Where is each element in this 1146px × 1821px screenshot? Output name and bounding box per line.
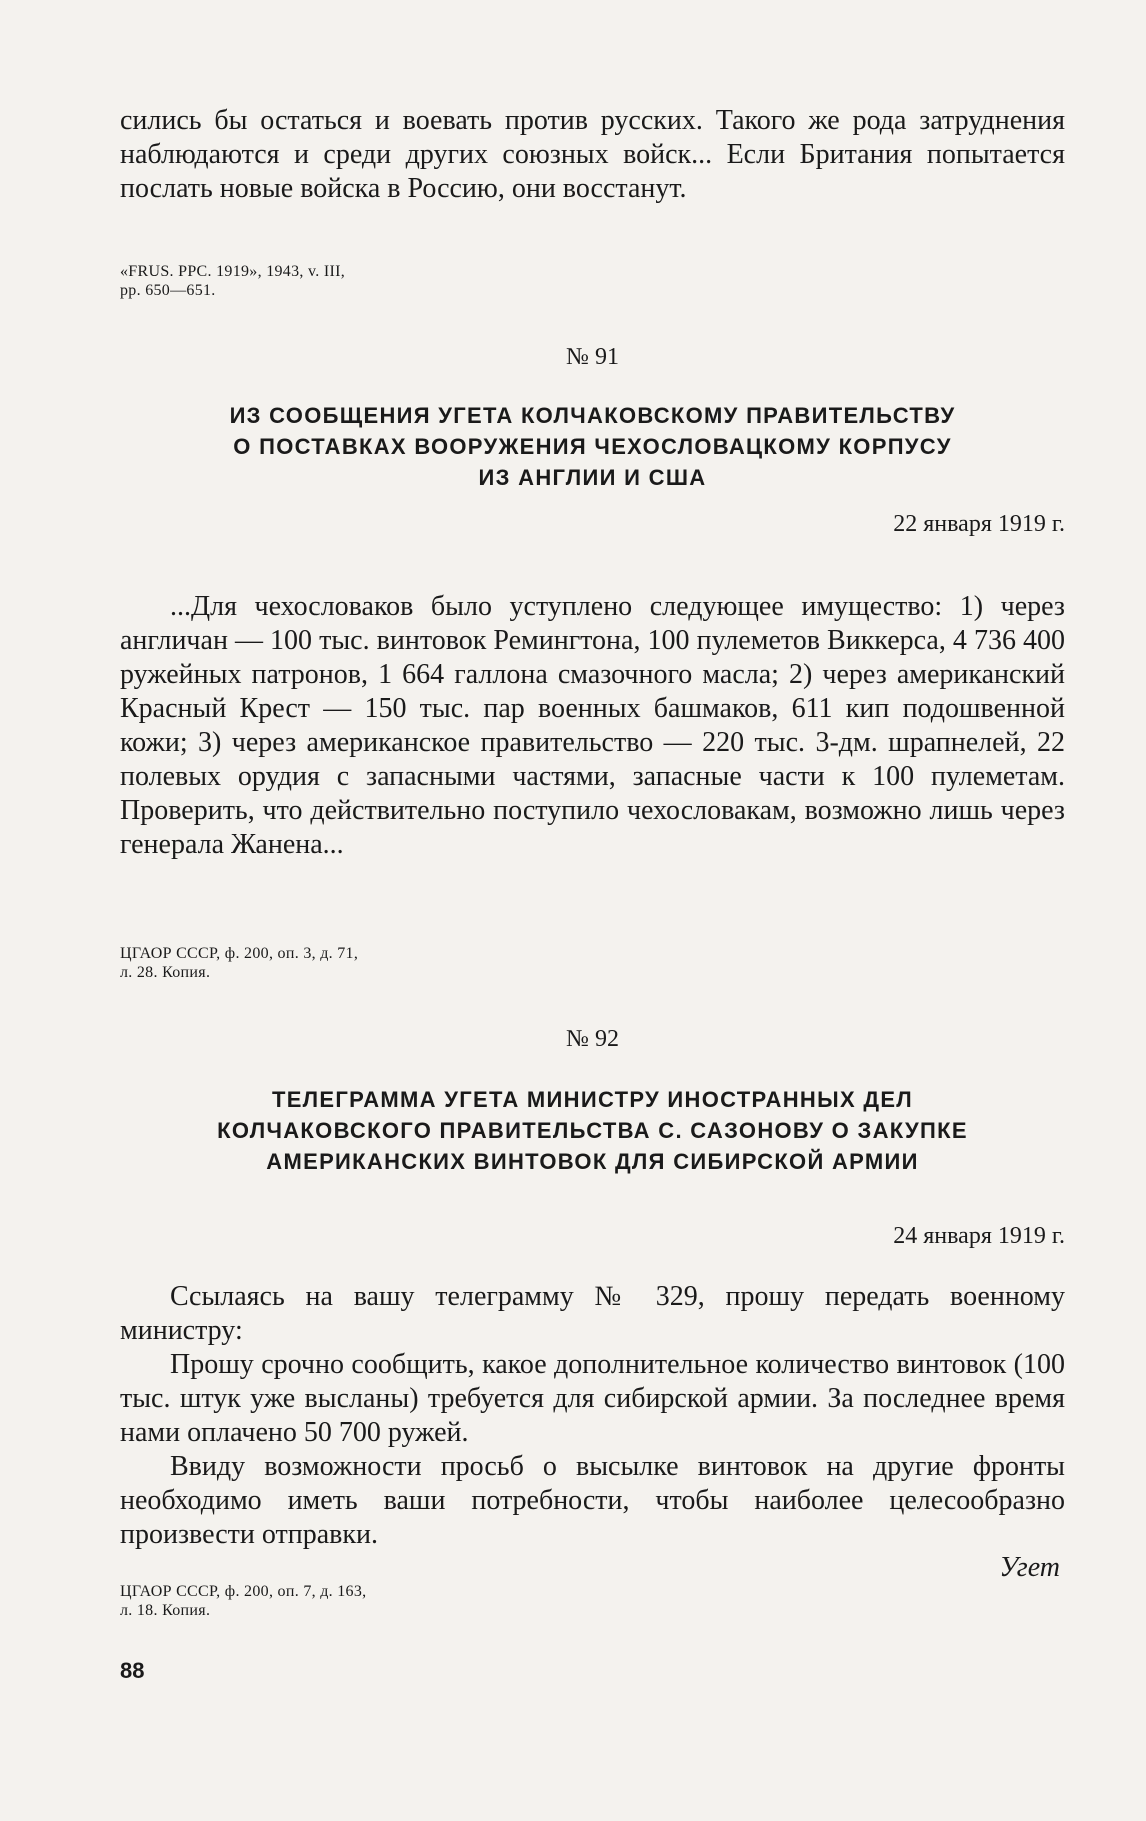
doc91-number: № 91 xyxy=(566,344,619,370)
doc91-date-block xyxy=(120,511,1065,538)
doc91-title-line3: ИЗ АНГЛИИ И США xyxy=(478,465,707,490)
doc92-paragraph-1: Ссылаясь на вашу телеграмму № 329, прошу передать военному министру: xyxy=(120,1281,1065,1346)
doc91-title-line1: ИЗ СООБЩЕНИЯ УГЕТА КОЛЧАКОВСКОМУ ПРАВИТЕЛЬСТВУ xyxy=(229,403,956,428)
doc92-number-block xyxy=(120,1026,1065,1053)
doc91-date: 22 января 1919 г. xyxy=(893,511,1065,537)
intro-source xyxy=(120,262,1065,300)
doc92-title-line1: ТЕЛЕГРАММА УГЕТА МИНИСТРУ ИНОСТРАННЫХ ДЕЛ xyxy=(271,1087,914,1112)
intro-paragraph: сились бы остаться и воевать против русских. Такого же рода затруднения наблюдаются и среди других союзных войск... Если Британия попытается послать новые войска в Россию, они восстанут. xyxy=(120,105,1065,204)
doc91-paragraph: ...Для чехословаков было уступлено следующее имущество: 1) через англичан — 100 тыс. винтовок Ремингтона, 100 пулеметов Виккерса, 4 736 400 ружейных патронов, 1 664 галлона смазочного масла; 2) через американский Красный Крест — 150 тыс. пар военных башмаков, 611 кип подошвенной кожи; 3) через американское правительство — 220 тыс. 3-дм. шрапнелей, 22 полевых орудия с запасными частями, запасные части к 100 пулеметам. Проверить, что действительно поступило чехословакам, возможно лишь через генерала Жанена... xyxy=(120,591,1065,860)
doc92-paragraph-3: Ввиду возможности просьб о высылке винтовок на другие фронты необходимо иметь ваши потребности, чтобы наиболее целесообразно произвести отправки. xyxy=(120,1451,1065,1550)
intro-source-line2: pp. 650—651. xyxy=(120,282,216,299)
doc92-paragraph-2: Прошу срочно сообщить, какое дополнительное количество винтовок (100 тыс. штук уже высланы) требуется для сибирской армии. За последнее время нами оплачено 50 700 ружей. xyxy=(120,1349,1065,1448)
doc92-number: № 92 xyxy=(566,1026,619,1052)
doc92-date-block xyxy=(120,1223,1065,1250)
doc92-body xyxy=(120,1280,1065,1584)
doc91-source-line2: л. 28. Копия. xyxy=(120,964,211,981)
doc91-title-line2: О ПОСТАВКАХ ВООРУЖЕНИЯ ЧЕХОСЛОВАЦКОМУ КОРПУСУ xyxy=(233,434,952,459)
page-number-block xyxy=(120,1658,1065,1684)
doc91-title xyxy=(120,400,1065,493)
doc92-source xyxy=(120,1582,1065,1620)
doc92-title-line3: АМЕРИКАНСКИХ ВИНТОВОК ДЛЯ СИБИРСКОЙ АРМИИ xyxy=(266,1149,919,1174)
doc92-title-line2: КОЛЧАКОВСКОГО ПРАВИТЕЛЬСТВА С. САЗОНОВУ О ЗАКУПКЕ xyxy=(217,1118,968,1143)
doc91-source-line1: ЦГАОР СССР, ф. 200, оп. 3, д. 71, xyxy=(120,945,359,962)
doc92-title xyxy=(120,1084,1065,1177)
doc91-source xyxy=(120,944,1065,982)
intro-source-line1: «FRUS. PPC. 1919», 1943, v. III, xyxy=(120,263,346,280)
doc91-body xyxy=(120,590,1065,862)
doc92-source-line1: ЦГАОР СССР, ф. 200, оп. 7, д. 163, xyxy=(120,1583,367,1600)
doc92-source-line2: л. 18. Копия. xyxy=(120,1602,211,1619)
intro-section xyxy=(120,104,1065,206)
doc91-number-block xyxy=(120,344,1065,371)
page-number: 88 xyxy=(120,1658,145,1683)
doc92-date: 24 января 1919 г. xyxy=(893,1223,1065,1249)
doc92-signature: Угет xyxy=(999,1552,1060,1583)
